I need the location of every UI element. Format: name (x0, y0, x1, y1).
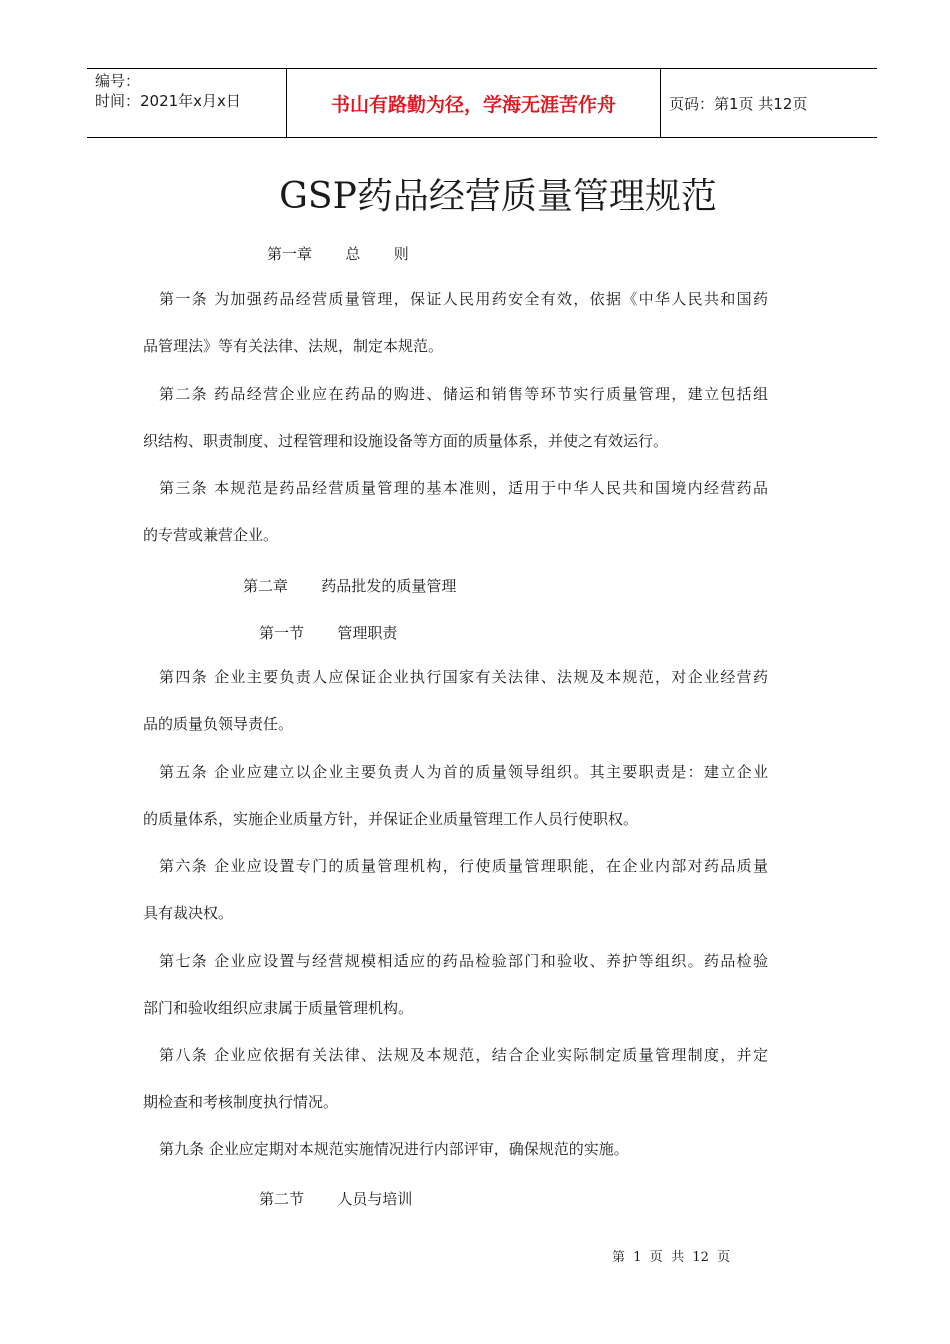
article-line: 品的质量负领导责任。 (143, 715, 294, 733)
chapter-heading-1: 第一章 总 则 (267, 245, 409, 263)
article-line: 第二条 药品经营企业应在药品的购进、储运和销售等环节实行质量管理，建立包括组 (159, 385, 768, 403)
article-3 (143, 465, 768, 559)
article-line: 第七条 企业应设置与经营规模相适应的药品检验部门和验收、养护等组织。药品检验 (159, 952, 768, 970)
article-line: 第九条 企业应定期对本规范实施情况进行内部评审，确保规范的实施。 (159, 1140, 629, 1158)
article-line: 期检查和考核制度执行情况。 (143, 1093, 339, 1111)
header-page-number: 页码：第1页 共12页 (669, 94, 808, 113)
article-line: 的质量体系，实施企业质量方针，并保证企业质量管理工作人员行使职权。 (143, 810, 639, 828)
header-motto: 书山有路勤为径，学海无涯苦作舟 (287, 69, 661, 137)
article-line: 的专营或兼营企业。 (143, 526, 279, 544)
article-5 (143, 749, 768, 843)
article-9 (143, 1126, 768, 1173)
article-1 (143, 276, 768, 370)
document-title: GSP药品经营质量管理规范 (279, 176, 717, 217)
article-2 (143, 371, 768, 465)
article-line: 织结构、职责制度、过程管理和设施设备等方面的质量体系，并使之有效运行。 (143, 432, 669, 450)
article-line: 第四条 企业主要负责人应保证企业执行国家有关法律、法规及本规范，对企业经营药 (159, 668, 768, 686)
number-label: 编号： (95, 72, 141, 90)
article-8 (143, 1032, 768, 1126)
article-line: 第五条 企业应建立以企业主要负责人为首的质量领导组织。其主要职责是：建立企业 (159, 763, 768, 781)
date-label: 时间：2021年x月x日 (95, 92, 241, 110)
article-line: 第八条 企业应依据有关法律、法规及本规范，结合企业实际制定质量管理制度，并定 (159, 1046, 768, 1064)
article-7 (143, 938, 768, 1032)
article-4 (143, 654, 768, 748)
article-line: 具有裁决权。 (143, 904, 234, 922)
chapter-heading-2: 第二章 药品批发的质量管理 (243, 577, 457, 595)
article-line: 品管理法》等有关法律、法规，制定本规范。 (143, 337, 444, 355)
document-title-wrap (0, 168, 950, 219)
header-info (87, 69, 287, 137)
article-line: 第三条 本规范是药品经营质量管理的基本准则，适用于中华人民共和国境内经营药品 (159, 479, 768, 497)
section-heading-1: 第一节 管理职责 (259, 624, 398, 642)
article-line: 部门和验收组织应隶属于质量管理机构。 (143, 999, 414, 1017)
article-line: 第一条 为加强药品经营质量管理，保证人民用药安全有效，依据《中华人民共和国药 (159, 290, 768, 308)
article-6 (143, 843, 768, 937)
article-line: 第六条 企业应设置专门的质量管理机构，行使质量管理职能，在企业内部对药品质量 (159, 857, 768, 875)
page-header (87, 68, 877, 138)
section-heading-2: 第二节 人员与培训 (259, 1190, 413, 1208)
page-footer: 第 1 页 共 12 页 (612, 1250, 731, 1265)
